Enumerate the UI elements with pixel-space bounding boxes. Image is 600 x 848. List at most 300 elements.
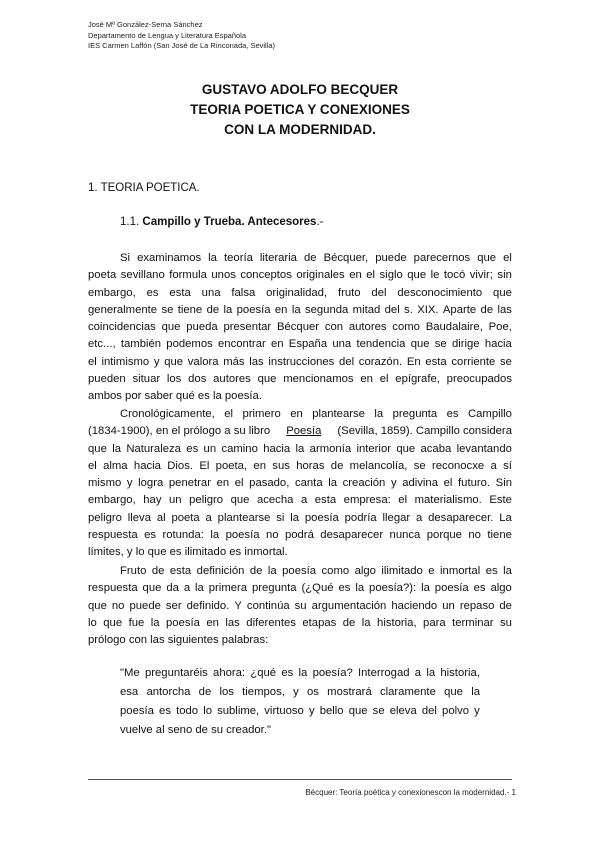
author-line: José Mª González-Serna Sánchez: [88, 20, 203, 29]
paragraph-1: [88, 250, 512, 406]
word: en: [216, 477, 230, 490]
word: generalmente: [88, 303, 158, 316]
word: se: [500, 355, 512, 368]
word: preguntaréis: [144, 667, 208, 679]
title-line-3: CON LA MODERNIDAD.: [224, 122, 376, 137]
paragraph-line: [88, 510, 512, 527]
word: la: [298, 667, 308, 679]
word: a: [205, 511, 212, 524]
word: de: [499, 599, 512, 612]
word: La: [499, 511, 512, 524]
word: "Me: [120, 667, 140, 679]
book-title: Poesía: [286, 425, 322, 438]
word: Campillo: [467, 408, 512, 420]
word: que: [161, 321, 181, 334]
word: instrucciones: [268, 355, 335, 368]
word: del: [371, 286, 387, 299]
word: en: [253, 459, 266, 472]
word: hacia: [484, 338, 512, 351]
word: lo: [203, 705, 212, 717]
word: desaparecer.: [428, 511, 494, 524]
word: las: [225, 616, 240, 629]
word: tiene: [177, 303, 203, 316]
word: al: [156, 511, 166, 524]
word: el: [503, 252, 512, 264]
word: acaba: [420, 442, 452, 455]
word: literaria: [259, 252, 297, 264]
word: la: [328, 477, 338, 490]
word: los: [166, 373, 182, 386]
word: historia,: [377, 616, 417, 629]
word: la: [361, 616, 371, 629]
word: poeta,: [215, 459, 248, 472]
word: peligro: [189, 494, 224, 507]
word: de: [480, 303, 494, 316]
word: vivir;: [469, 269, 493, 282]
word: definición: [196, 565, 245, 577]
word: una: [201, 286, 221, 299]
word: los: [219, 686, 234, 698]
word: la: [374, 408, 384, 420]
word: con: [324, 321, 344, 334]
paragraph-line: [88, 563, 512, 580]
word: ¿qué: [250, 667, 277, 679]
word: levantando: [456, 442, 512, 455]
word: fue: [128, 616, 145, 629]
word: puede: [129, 599, 161, 612]
word: pregunta: [392, 408, 438, 420]
word: y: [390, 477, 397, 490]
word: de: [249, 565, 263, 577]
word: como: [392, 321, 420, 334]
word: lleva: [127, 511, 151, 524]
paragraph-line: [88, 527, 512, 544]
word: que: [396, 442, 416, 455]
word: llegar: [382, 511, 411, 524]
page-footer: [305, 788, 516, 797]
word: que: [164, 355, 184, 368]
word: que: [103, 616, 123, 629]
word: Aparte: [442, 303, 477, 316]
word: que: [493, 286, 512, 299]
word: la: [112, 442, 121, 455]
quote-line: [120, 683, 480, 702]
word: el: [224, 408, 234, 420]
word: la: [503, 565, 512, 577]
quote-line: [120, 664, 480, 683]
word: poeta: [171, 511, 200, 524]
word: en: [360, 373, 373, 386]
word: empresa:: [343, 494, 391, 507]
word: corazón.: [358, 355, 403, 368]
word: es: [159, 705, 171, 717]
word: esta: [169, 286, 191, 299]
word: nunca: [389, 529, 421, 542]
word: primero: [242, 408, 281, 420]
word: y: [293, 686, 299, 698]
footer-divider: [88, 779, 512, 780]
word: falsa: [231, 286, 256, 299]
word: poesía: [225, 529, 260, 542]
word: Este: [489, 494, 512, 507]
word: plantearse: [312, 408, 365, 420]
word: desconocimiento: [397, 286, 483, 299]
word: preocupados: [446, 373, 512, 386]
word: porque: [426, 529, 462, 542]
paragraph-line: [88, 267, 512, 284]
word: a: [415, 511, 423, 524]
word: sublime,: [217, 705, 260, 717]
word: que: [348, 705, 368, 717]
school-line: IES Carmen Laffón (San José de La Rinconada, Sevilla): [88, 41, 276, 50]
word: no: [111, 599, 125, 612]
word: Bécquer: [276, 321, 320, 334]
word: que: [410, 338, 430, 351]
word: corriente: [451, 355, 496, 368]
word: todo: [176, 705, 199, 717]
word: esta: [169, 565, 192, 577]
paragraph-line: [88, 615, 512, 632]
word: etc...,: [88, 338, 116, 351]
word: hacia: [263, 442, 291, 455]
word: la: [295, 442, 305, 455]
word: y: [153, 355, 160, 368]
word: la: [421, 582, 430, 595]
word: a: [414, 667, 422, 679]
word: que: [88, 599, 107, 612]
word: repaso: [459, 599, 495, 612]
word: creación: [342, 477, 386, 490]
word: rotunda:: [162, 529, 204, 542]
word: armonía: [309, 442, 352, 455]
word: penetrar: [168, 477, 211, 490]
word: En: [406, 355, 421, 368]
footer-text: Bécquer: Teoría poética y conexionescon la modernidad.-: [305, 788, 510, 797]
word: es: [144, 529, 156, 542]
word: es: [473, 582, 486, 595]
paragraph-line: [88, 302, 512, 319]
word: teoría: [223, 252, 253, 264]
word: presentar: [223, 321, 272, 334]
subsection-title: Campillo y Trueba. Antecesores: [142, 216, 317, 228]
word: la: [355, 582, 365, 595]
word: en: [290, 408, 303, 420]
word: la: [426, 667, 436, 679]
word: pueda: [186, 321, 218, 334]
word: el: [379, 373, 389, 386]
word: etapas: [302, 616, 337, 629]
word: dirige: [451, 338, 480, 351]
word: el: [443, 477, 453, 490]
word: situar: [132, 373, 161, 386]
word: futuro.: [458, 477, 491, 490]
word: valora: [187, 355, 219, 368]
word: de: [206, 303, 220, 316]
page-header: [88, 20, 275, 52]
word: esa: [120, 686, 139, 698]
word: tocó: [443, 269, 466, 282]
word: mitad: [352, 303, 381, 316]
word: pregunta: [251, 582, 297, 595]
word: ser: [165, 599, 182, 612]
word: diferentes: [246, 616, 296, 629]
word: reconocxe: [432, 459, 485, 472]
word: canta: [294, 477, 323, 490]
paragraph-line: [88, 354, 512, 371]
word: siglo: [379, 269, 403, 282]
word: la: [208, 252, 217, 264]
word: podemos: [166, 338, 213, 351]
word: la: [150, 616, 160, 629]
word: del: [339, 355, 355, 368]
word: puede: [375, 252, 407, 264]
word: examinamos: [137, 252, 202, 264]
word: las: [249, 355, 264, 368]
title-line-2: TEORIA POETICA Y CONEXIONES: [190, 102, 410, 117]
word: Y: [234, 599, 242, 612]
word: El: [199, 459, 210, 472]
word: mencionamos: [283, 373, 354, 386]
word: ilimitado: [381, 565, 423, 577]
page-number: 1: [511, 788, 516, 797]
paragraph-line: [88, 406, 512, 423]
word: un: [169, 494, 182, 507]
paragraph-line: [88, 371, 512, 388]
word: interior: [356, 442, 391, 455]
word: se: [434, 338, 447, 351]
word: hay: [143, 494, 162, 507]
word: formula: [169, 269, 207, 282]
word: es: [146, 286, 159, 299]
word: de: [151, 565, 165, 577]
word: si: [276, 511, 285, 524]
word: poesía: [165, 616, 200, 629]
word: es: [186, 442, 199, 455]
word: poesía?):: [369, 582, 417, 595]
word: sin: [497, 269, 512, 282]
word: esta: [425, 355, 447, 368]
word: os: [306, 686, 319, 698]
word: en: [349, 269, 362, 282]
word: que: [444, 686, 463, 698]
word: el: [366, 269, 376, 282]
word: la: [291, 303, 301, 316]
paragraph-2: [88, 406, 512, 562]
word: autores: [348, 321, 387, 334]
word: embargo,: [88, 494, 136, 507]
word: bello: [319, 705, 344, 717]
word: polvo: [442, 705, 470, 717]
word: primera: [208, 582, 248, 595]
word: el: [88, 459, 97, 472]
word: inmortal: [440, 565, 481, 577]
word: y: [474, 705, 480, 717]
word: s.: [404, 303, 413, 316]
word: terminar: [452, 616, 494, 629]
word: poesía: [434, 582, 469, 595]
word: Bécquer,: [323, 252, 369, 264]
word: Fruto: [120, 565, 147, 577]
word: le: [430, 269, 440, 282]
word: esta: [314, 494, 337, 507]
word: Cronológicamente,: [120, 408, 215, 420]
quote-line: vuelve al seno de su creador.": [120, 724, 271, 736]
word: podría: [344, 511, 377, 524]
paragraph-line: [88, 458, 512, 475]
word: encontrar: [218, 338, 266, 351]
word: sevillano: [120, 269, 165, 282]
paragraph-line: [88, 580, 512, 597]
paragraph-line: [88, 285, 512, 302]
word: pueden: [88, 373, 126, 386]
word: plantearse: [217, 511, 271, 524]
quote-line: [120, 702, 480, 721]
word: e: [428, 565, 435, 577]
word: para: [423, 616, 446, 629]
word: el: [88, 355, 97, 368]
word: respuesta: [88, 582, 138, 595]
paragraph-line: ambos por saber qué es la poesía.: [88, 390, 262, 403]
paragraph-3: [88, 563, 512, 649]
word: un: [203, 442, 217, 455]
word: más: [223, 355, 245, 368]
word: como: [321, 565, 350, 577]
word: las: [497, 303, 512, 316]
word: es: [446, 408, 459, 420]
word: podrá: [284, 529, 314, 542]
word: tiempos,: [242, 686, 285, 698]
word: se: [372, 705, 385, 717]
word: XIX.: [417, 303, 439, 316]
word: Baudalaire,: [425, 321, 483, 334]
word: en: [270, 338, 284, 351]
word: Poe,: [488, 321, 512, 334]
paragraph-line: [88, 492, 512, 509]
word: de: [330, 459, 344, 472]
word: su: [294, 599, 307, 612]
word: respuesta: [88, 529, 138, 542]
word: que: [257, 373, 277, 386]
word: definido.: [186, 599, 230, 612]
word: antorcha: [146, 686, 191, 698]
subsection-suffix: .-: [316, 216, 324, 228]
word: es: [338, 582, 351, 595]
word: embargo,: [88, 286, 136, 299]
word: unos: [211, 269, 236, 282]
word: no: [265, 529, 279, 542]
word: desaparecer: [320, 529, 384, 542]
word: en: [206, 616, 219, 629]
word: de: [342, 616, 356, 629]
paragraph-line: [88, 336, 512, 353]
word: es: [281, 667, 294, 679]
word: poesía?: [312, 667, 353, 679]
paragraph-line: [88, 598, 512, 615]
word: y: [126, 477, 133, 490]
word: no: [468, 529, 481, 542]
word: coincidencias: [88, 321, 156, 334]
word: tiene: [487, 529, 512, 542]
word: mostrará: [327, 686, 372, 698]
word: en: [274, 303, 288, 316]
word: claramente: [379, 686, 436, 698]
word: se: [413, 459, 426, 472]
word: de: [198, 686, 212, 698]
word: la: [195, 582, 204, 595]
word: la: [471, 686, 480, 698]
word: horas: [296, 459, 325, 472]
word: intimismo: [101, 355, 150, 368]
word: un: [442, 599, 455, 612]
section-heading: 1. TEORIA POETICA.: [88, 182, 200, 194]
word: alma: [103, 459, 128, 472]
word: haciendo: [391, 599, 438, 612]
word: ahora:: [213, 667, 246, 679]
word: mismo: [88, 477, 122, 490]
line-text: (1834-1900), en el prólogo a su libro: [88, 425, 271, 438]
word: el: [234, 477, 244, 490]
word: sus: [272, 459, 290, 472]
word: es: [485, 565, 498, 577]
line-text: (Sevilla, 1859). Campillo considera: [337, 425, 512, 438]
word: poesía: [282, 565, 317, 577]
paragraph-line: prólogo con las siguientes palabras:: [88, 634, 269, 647]
word: a: [300, 494, 308, 507]
word: la: [210, 529, 220, 542]
word: la: [290, 511, 300, 524]
word: poeta: [88, 269, 117, 282]
word: hacia: [133, 459, 161, 472]
word: España: [288, 338, 328, 351]
paragraph-line: [88, 441, 512, 458]
word: melancolía,: [349, 459, 408, 472]
word: epígrafe,: [395, 373, 440, 386]
word: su: [500, 616, 512, 629]
word: el: [398, 494, 408, 507]
paragraph-line: [88, 250, 512, 267]
word: a: [183, 582, 191, 595]
word: la: [223, 303, 233, 316]
word: que: [407, 269, 427, 282]
word: Sin: [495, 477, 512, 490]
paragraph-line-book: [88, 423, 512, 440]
word: y: [308, 705, 315, 717]
word: que: [142, 582, 162, 595]
word: fruto: [337, 286, 361, 299]
word: del: [421, 705, 437, 717]
document-title: [88, 80, 512, 140]
word: (¿Qué: [301, 582, 334, 595]
word: la: [267, 565, 277, 577]
word: conceptos: [240, 269, 292, 282]
word: Interrogad: [358, 667, 410, 679]
paragraph-line: límites, y lo que es ilimitado es inmortal.: [88, 546, 288, 559]
word: acecha: [256, 494, 294, 507]
subsection-number: 1.1.: [120, 216, 140, 228]
word: algo: [354, 565, 376, 577]
title-line-1: GUSTAVO ADOLFO BECQUER: [201, 82, 399, 97]
word: adivina: [402, 477, 439, 490]
word: segunda: [304, 303, 349, 316]
word: una: [332, 338, 352, 351]
word: Dios.: [167, 459, 193, 472]
word: a: [490, 459, 497, 472]
word: argumentación: [311, 599, 387, 612]
word: lo: [88, 616, 97, 629]
word: da: [166, 582, 179, 595]
word: peligro: [88, 511, 122, 524]
word: continúa: [246, 599, 290, 612]
